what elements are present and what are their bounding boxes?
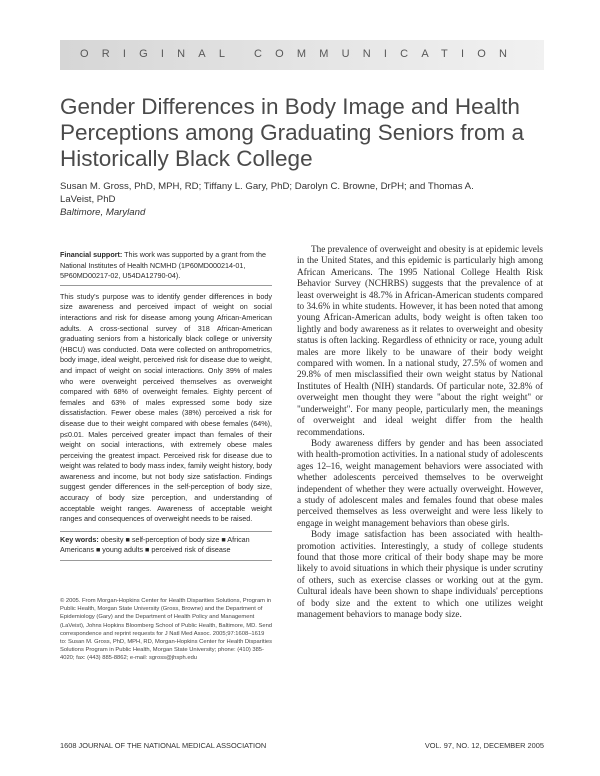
author-list: Susan M. Gross, PhD, MPH, RD; Tiffany L. Gary, PhD; Darolyn C. Browne, DrPH; and Thomas A. LaVeist, PhD xyxy=(60,181,474,205)
financial-support xyxy=(60,250,272,286)
body-paragraph: The prevalence of overweight and obesity is at epidemic levels in the United States, and this epidemic is particularly high among African Americans. The 1995 National College Health Risk Behavior Survey (NCHRBS) suggests that the prevalence of at least overweight is 48.7% in African-American students compared to 34.6% in white students. However, it has been noted that among young African-American adults, body weight is often taken too lightly and body awareness as it relates to overweight and obesity status is often lacking. Regardless of ethnicity or race, young adult males are more likely to be unaware of their body weight compared with women. In a national study, 27.5% of women and 29.8% of men misclassified their own weight status by National Institutes of Health (NIH) standards. Of particular note, 32.8% of overweight men thought they were "about the right weight" or "underweight". For many people, particularly men, the meanings of overweight and ideal weight differ from the health recommendations. xyxy=(297,244,543,437)
article-title: Gender Differences in Body Image and Health Perceptions among Graduating Seniors from a Historically Black College xyxy=(60,94,524,171)
page-footer xyxy=(60,741,544,753)
abstract-column xyxy=(60,250,272,561)
keywords-text: obesity ■ self-perception of body size ■ African Americans ■ young adults ■ perceived risk of disease xyxy=(60,534,250,555)
author-location: Baltimore, Maryland xyxy=(60,207,146,218)
body-paragraph: Body image satisfaction has been associated with health-promotion activities. Interestingly, a study of college students found that those more critical of their body shape may be more likely to avoid situations in which their physique is under scrutiny of others, such as exercise classes or working out at the gym. Cultural ideals have been shown to shape individuals' perceptions of body size and the extent to which one utilizes weight management behaviors to manage body size. xyxy=(297,529,543,619)
financial-support-label: Financial support: xyxy=(60,250,123,259)
financial-support-text: This work was supported by a grant from the National Institutes of Health NCMHD (1P60MD000214-01, 5P60MD00217-02, U54DA12790-04). xyxy=(60,250,266,281)
affiliation-note: © 2005. From Morgan-Hopkins Center for Health Disparities Solutions, Program in Public Health, Morgan State University (Gross, Browne) and the Department of Epidemiology (Gary) and the Department of Health Policy and Management (LaVeist), Johns Hopkins Bloomberg School of Public Health, Baltimore, MD. Send correspondence and reprint requests for J Natl Med Assoc. 2005;97:1608–1619 to: Susan M. Gross, PhD, MPH, RD, Morgan-Hopkins Center for Health Disparities Solutions Program in Public Health, Morgan State University; phone: (410) 385-4020; fax: (443) 885-8862; e-mail: sgross@jhsph.edu xyxy=(60,598,273,662)
section-banner-label: ORIGINAL COMMUNICATION xyxy=(80,48,521,60)
footer-volume: VOL. 97, NO. 12, DECEMBER 2005 xyxy=(424,741,544,750)
abstract-text: This study's purpose was to identify gender differences in body size awareness and perceived impact of weight on social interactions and risk for disease among young African-American adults. A cross-sectional survey of 318 African-American graduating seniors from a historically black college or university (HBCU) was conducted. Data were collected on anthropometrics, body image, ideal weight, perceived risk for disease due to weight, and impact of weight on social interactions. Only 39% of males who were overweight perceived themselves as overweight compared with 68% of overweight females. Eighty percent of females and 63% of males expressed some body size dissatisfaction. Fewer obese males (38%) perceived a risk for disease due to their weight compared with obese females (64%), p≤0.01. Males perceived greater impact than females of their weight on social interactions, with extremely obese males perceiving the greatest impact. Perceived risk for disease due to weight was related to body mass index, family weight history, body awareness and income, but not body size satisfaction. Findings suggest gender differences in the self-perception of body size, accuracy of body size perception, and understanding of acceptable weight ranges. Awareness of acceptable weight ranges and consequences of overweight needs to be raised. xyxy=(60,291,272,524)
footer-journal: 1608 JOURNAL OF THE NATIONAL MEDICAL ASSOCIATION xyxy=(60,741,267,750)
section-banner xyxy=(60,40,544,70)
body-column xyxy=(297,244,543,620)
keywords xyxy=(60,531,272,561)
keywords-label: Key words: xyxy=(60,534,99,544)
body-paragraph: Body awareness differs by gender and has been associated with health-promotion activities. In a national study of adolescents ages 12–16, weight management behaviors were associated with whether adolescents perceived themselves to be overweight independent of whether they were actually overweight. However, a study of adolescent males and females found that obese males perceived themselves as less overweight and were less likely to engage in weight management behaviors than obese girls. xyxy=(297,437,543,528)
